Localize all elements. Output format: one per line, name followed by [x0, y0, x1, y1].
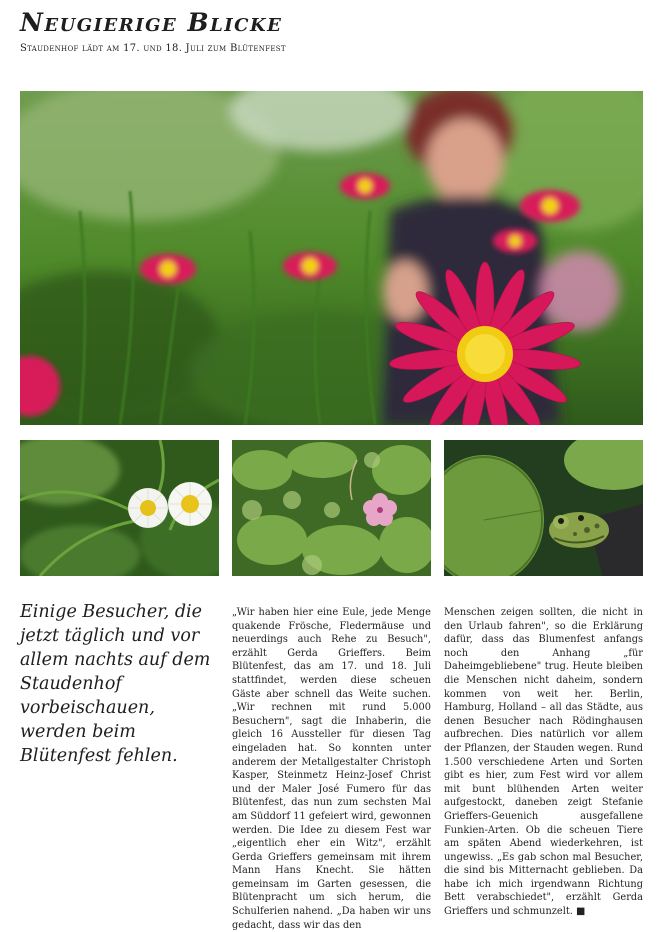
- frog-photo: [444, 440, 643, 576]
- frog-photo-illustration: [444, 440, 643, 576]
- daisies-photo-illustration: [20, 440, 219, 576]
- article-body-column-1: „Wir haben hier eine Eule, jede Menge quakende Frösche, Fledermäuse und neuerdings auch Rehe zu Besuch", erzählt Gerda Grieffers. Beim Blütenfest, das am 17. und 18. Juli stattfindet, werden diese scheuen Gäste aber schnell das Weite suchen. „Wir rechnen mit rund 5.000 Besuchern", sagt die Inhaberin, die gleich 16 Aussteller für diesen Tag eingeladen hat. So konnten unter anderem der Metallgestalter Christoph Kasper, Steinmetz Heinz-Josef Christ und der Maler José Fumero für das Blütenfest, das nun zum sechsten Mal am Süddorf 11 gefeiert wird, gewonnen werden. Die Idee zu diesem Fest war „eigentlich eher ein Witz", erzählt Gerda Grieffers gemeinsam mit ihrem Mann Hans Knecht. Sie hätten gemeinsam im Garten gesessen, die Blütenpracht um sich herum, die Schulferien nahend. „Da haben wir uns gedacht, dass wir das den: [232, 607, 431, 931]
- column-2-text: Menschen zeigen sollten, die nicht in den Urlaub fahren", so die Erklärung dafür, dass das Blumenfest anfangs noch den Anhang „für Daheimgebliebene" trug. Heute bleiben die Menschen nicht daheim, sondern kommen von weit her. Berlin, Hamburg, Holland – all das Städte, aus denen Besucher nach Rödinghausen aufbrechen. Dies natürlich vor allem der Pflanzen, der Stauden wegen. Rund 1.500 verschiedene Arten und Sorten gibt es hier, zum Fest wird vor allem mit bunt blühenden Arten weiter aufgestockt, daneben zeigt Stefanie Grieffers-Geuenich ausgefallene Funkien-Arten. Ob die scheuen Tiere am späten Abend wiederkehren, ist ungewiss. „Es gab schon mal Besucher, die sind bis Mitternacht geblieben. Da habe ich mich irgendwann Richtung Bett verabschiedet", erzählt Gerda Grieffers und schmunzelt.: [444, 607, 643, 918]
- hero-photo: [20, 91, 643, 425]
- daisies-photo: [20, 440, 219, 576]
- geranium-photo: [232, 440, 431, 576]
- end-mark: ■: [576, 906, 586, 918]
- geranium-photo-illustration: [232, 440, 431, 576]
- hero-photo-illustration: [20, 91, 643, 425]
- article-lead: Einige Besucher, die jetzt täglich und vor allem nachts auf dem Staudenhof vorbeischauen, werden beim Blütenfest fehlen.: [20, 602, 211, 766]
- article-title: Neugierige Blicke: [20, 8, 283, 37]
- article-body-column-2: [444, 606, 643, 919]
- article-subtitle: Staudenhof lädt am 17. und 18. Juli zum Blütenfest: [20, 43, 286, 54]
